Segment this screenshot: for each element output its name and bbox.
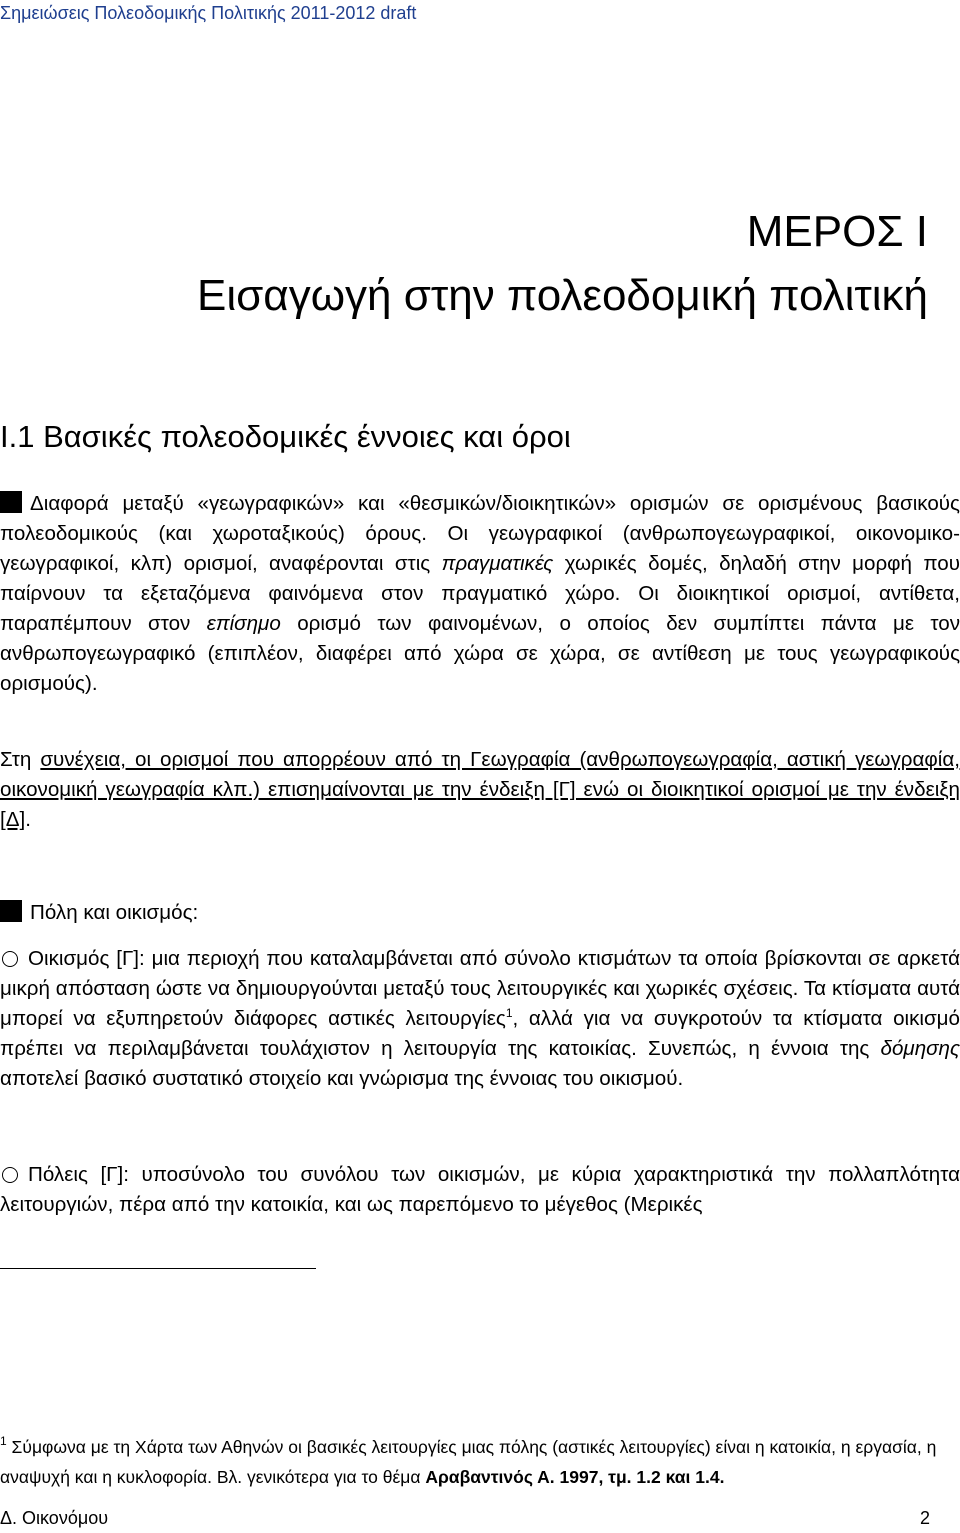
part-title — [197, 200, 928, 328]
black-square-icon — [0, 900, 22, 922]
black-square-icon — [0, 491, 22, 513]
bold-reference: Αραβαντινός Α. 1997, τμ. 1.2 και 1.4. — [425, 1467, 725, 1487]
running-header: Σημειώσεις Πολεοδομικής Πολιτικής 2011-2012 draft — [0, 3, 417, 23]
page-number: 2 — [919, 1508, 930, 1528]
part-title-line2: Εισαγωγή στην πολεοδομική πολιτική — [196, 271, 928, 320]
text-run: χωρικές δομές, δηλαδή στην μορφή που παίρνουν τα εξεταζόμενα φαινόμενα στον πραγματικό χώρο. Οι διοικητικοί ορισμοί, αντίθετα, παραπέμπουν στον — [0, 552, 960, 635]
text-run: , αλλά για να συγκροτούν τα κτίσματα οικισμό πρέπει να περιλαμβάνεται τουλάχιστον η λειτουργία της κατοικίας. Συνεπώς, η έννοια της — [0, 1007, 960, 1060]
text-run: ορισμό των φαινομένων, ο οποίος δεν συμπίπτει πάντα με τον ανθρωπογεωγραφικό (επιπλέον, διαφέρει από χώρα σε χώρα, σε αντίθεση με τους γεωγραφικούς ορισμούς). — [0, 612, 960, 695]
circle-bullet-icon — [2, 951, 18, 967]
footnote-ref: 1 — [505, 1006, 513, 1020]
text-run: αποτελεί βασικό συστατικό στοιχείο και γνώρισμα της έννοιας του οικισμού. — [0, 1067, 684, 1090]
circle-bullet-icon — [2, 1167, 18, 1183]
section-heading: Ι.1 Βασικές πολεοδομικές έννοιες και όροι — [0, 419, 571, 454]
part-title-line1: ΜΕΡΟΣ Ι — [746, 207, 928, 256]
text-run: Πόλη και οικισμός: — [30, 901, 199, 924]
bullet-cities-definition — [0, 1160, 960, 1220]
emphasis: πραγματικές — [441, 552, 554, 575]
text-run: Οικισμός [Γ]: μια περιοχή που καταλαμβάνεται από σύνολο κτισμάτων τα οποία βρίσκονται σε αρκετά μικρή απόσταση ώστε να δημιουργούνται μεταξύ τους λειτουργικές και χωρικές σχέσεις. Τα κτίσματα αυτά μπορεί να εξυπηρετούν διάφορες αστικές λειτουργίες — [0, 947, 960, 1030]
subheading-city-settlement — [0, 898, 960, 928]
bullet-settlement-definition — [0, 944, 960, 1094]
paragraph-notation — [0, 745, 960, 835]
emphasis: δόμησης — [880, 1037, 960, 1060]
text-run: . — [25, 808, 31, 831]
footnote-separator — [0, 1268, 316, 1269]
footer-author: Δ. Οικονόμου — [0, 1508, 109, 1528]
text-run: Σύμφωνα με τη Χάρτα των Αθηνών οι βασικές λειτουργίες μιας πόλης (αστικές λειτουργίες) είναι η κατοικία, η εργασία, η αναψυχή και η κυκλοφορία. Βλ. γενικότερα για το θέμα — [0, 1437, 937, 1487]
text-run: Πόλεις [Γ]: υποσύνολο του συνόλου των οικισμών, με κύρια χαρακτηριστικά την πολλαπλότητα λειτουργιών, πέρα από την κατοικία, και ως παρεπόμενο το μέγεθος (Μερικές — [0, 1163, 960, 1216]
text-run: Διαφορά μεταξύ «γεωγραφικών» και «θεσμικών/διοικητικών» ορισμών σε ορισμένους βασικούς πολεοδομικούς (και χωροταξικούς) όρους. Οι γεωγραφικοί (ανθρωπογεωγραφικοί, οικονομικο-γεωγραφικοί, κλπ) ορισμοί, αναφέρονται στις — [0, 492, 960, 575]
page-footer — [0, 1505, 930, 1531]
paragraph-geographic-vs-administrative — [0, 489, 960, 699]
underlined-text: συνέχεια, οι ορισμοί που απορρέουν από τη Γεωγραφία (ανθρωπογεωγραφία, αστική γεωγραφία, οικονομική γεωγραφία κλπ.) επισημαίνονται με την ένδειξη [Γ] ενώ οι διοικητικοί ορισμοί με την ένδειξη [Δ] — [0, 748, 960, 831]
footnote-number: 1 — [0, 1434, 7, 1448]
emphasis: επίσημο — [206, 612, 281, 635]
text-run: Στη — [0, 748, 41, 771]
footnote — [0, 1432, 960, 1492]
